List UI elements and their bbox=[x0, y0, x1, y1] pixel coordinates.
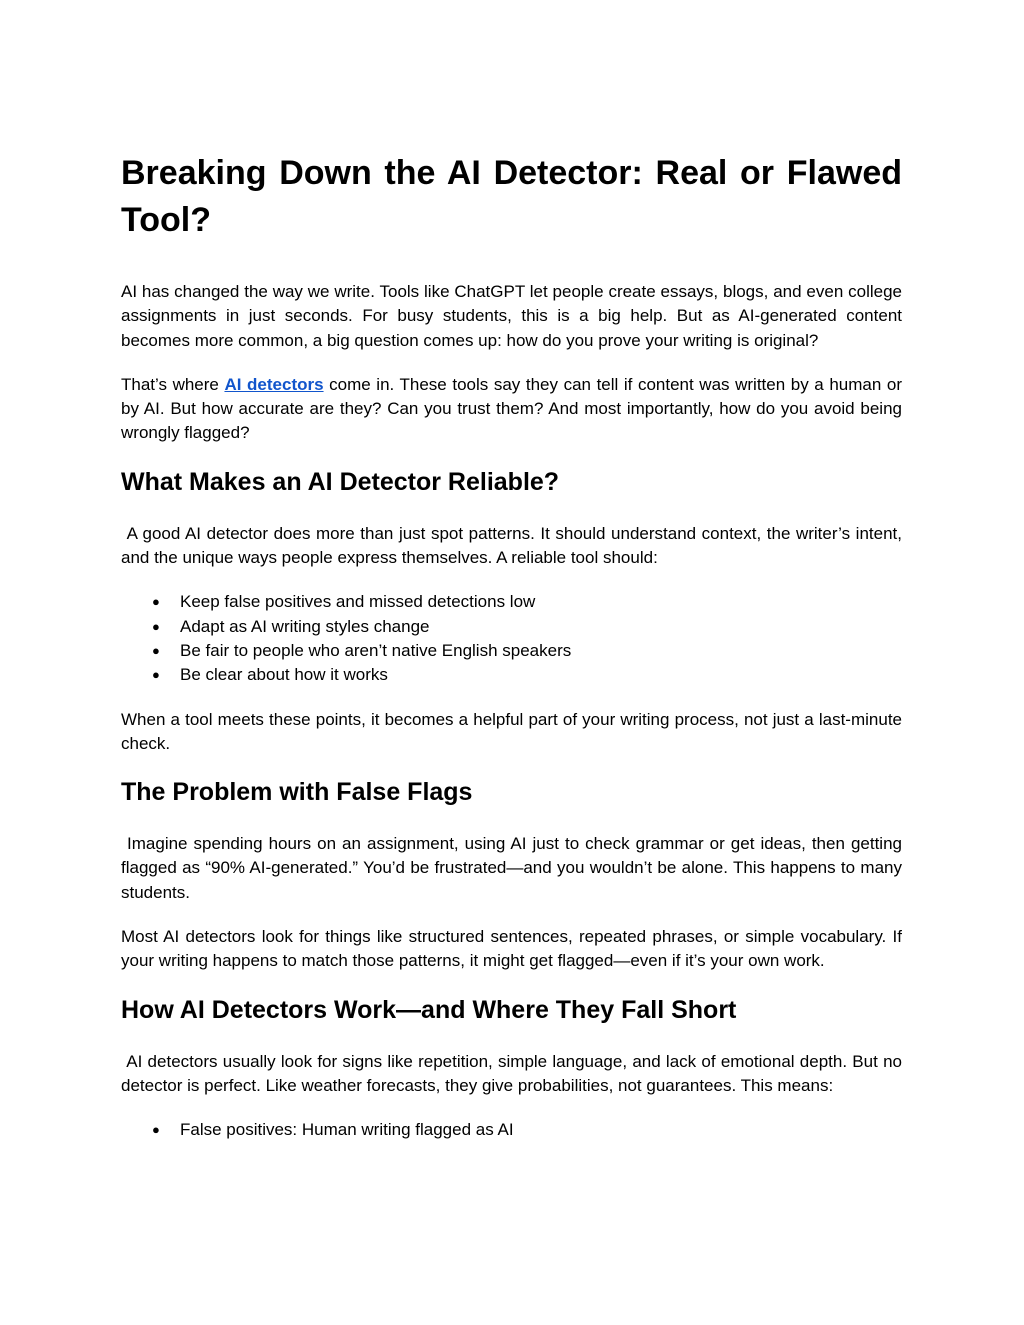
list-item-text: Keep false positives and missed detections low bbox=[180, 592, 536, 612]
bullet-icon: ● bbox=[152, 667, 160, 683]
section-reliable-paragraph-2: When a tool meets these points, it becomes a helpful part of your writing process, not just a last-minute check. bbox=[121, 709, 902, 753]
section-how-detectors-work-paragraph-1: AI detectors usually look for signs like repetition, simple language, and lack of emotional depth. But no detector is perfect. Like weather forecasts, they give probabilities, not guarantees. This means: bbox=[121, 1051, 907, 1095]
section-false-flags-paragraph-2: Most AI detectors look for things like structured sentences, repeated phrases, or simple vocabulary. If your writing happens to match those patterns, it might get flagged—even if it’s your own work. bbox=[121, 927, 902, 971]
list-item-text: Adapt as AI writing styles change bbox=[180, 616, 430, 636]
list-item bbox=[121, 639, 902, 663]
intro-paragraph-2 bbox=[121, 373, 902, 446]
bullet-icon: ● bbox=[152, 1122, 160, 1138]
bullet-icon: ● bbox=[152, 642, 160, 658]
list-item bbox=[121, 1118, 902, 1142]
list-item bbox=[121, 615, 902, 639]
detector-limits-list bbox=[121, 1118, 902, 1142]
section-heading-reliable: What Makes an AI Detector Reliable? bbox=[121, 467, 560, 496]
reliable-criteria-list bbox=[121, 590, 902, 687]
list-item-text: Be clear about how it works bbox=[180, 665, 388, 685]
intro-paragraph-1: AI has changed the way we write. Tools like ChatGPT let people create essays, blogs, and even college assignments in just seconds. For busy students, this is a big help. But as AI-generated content becomes more common, a big question comes up: how do you prove your writing is original? bbox=[121, 282, 902, 350]
section-heading-how-detectors-work: How AI Detectors Work—and Where They Fall Short bbox=[121, 995, 737, 1024]
document-title: Breaking Down the AI Detector: Real or Flawed Tool? bbox=[121, 154, 902, 239]
bullet-icon: ● bbox=[152, 618, 160, 634]
list-item bbox=[121, 590, 902, 614]
intro-paragraph-2-lead: That’s where bbox=[121, 374, 225, 394]
section-reliable-paragraph-1: A good AI detector does more than just spot patterns. It should understand context, the writer’s intent, and the unique ways people express themselves. A reliable tool should: bbox=[121, 523, 907, 568]
bullet-icon: ● bbox=[152, 594, 160, 610]
list-item-text: False positives: Human writing flagged as AI bbox=[180, 1120, 514, 1140]
list-item bbox=[121, 663, 902, 687]
intro-paragraph-2-rest: come in. These tools say they can tell if content was written by a human or by AI. But how accurate are they? Can you trust them? And most importantly, how do you avoid being wrongly flagged? bbox=[121, 374, 903, 443]
list-item-text: Be fair to people who aren’t native English speakers bbox=[180, 640, 572, 660]
ai-detectors-link[interactable]: AI detectors bbox=[224, 374, 324, 394]
section-heading-false-flags: The Problem with False Flags bbox=[121, 778, 473, 807]
section-false-flags-paragraph-1: Imagine spending hours on an assignment, using AI just to check grammar or get ideas, then getting flagged as “90% AI-generated.” You’d be frustrated—and you wouldn’t be alone. This happens to many students. bbox=[121, 834, 907, 902]
document-page bbox=[121, 150, 907, 1163]
